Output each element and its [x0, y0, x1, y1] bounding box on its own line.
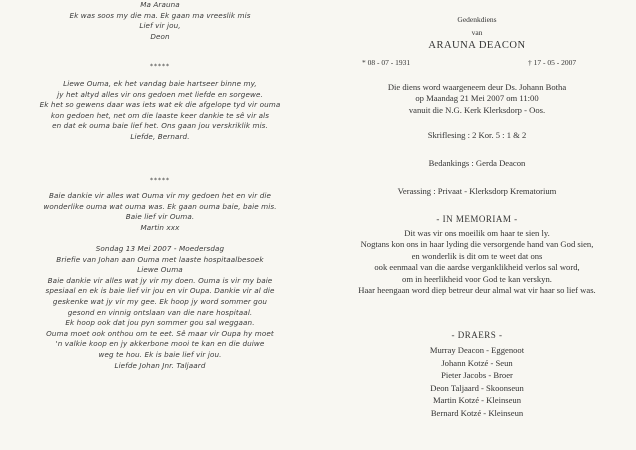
- deceased-name: ARAUNA DEACON: [428, 40, 526, 51]
- bearer-item: Pieter Jacobs - Broer: [441, 370, 513, 381]
- bearer-item: Deon Taljaard - Skoonseun: [430, 382, 524, 393]
- tribute-bernard: [10, 79, 310, 143]
- memoriam-line: om in heerlikheid voor God te kan verskyn.: [402, 273, 552, 284]
- memoriam-line: Nogtans kon ons in haar lyding die versorgende hand van God sien,: [360, 239, 594, 250]
- in-memoriam-text: [322, 228, 632, 296]
- tribute-line: Liewe Ouma, ek het vandag baie hartseer binne my,: [63, 79, 257, 88]
- tribute-line: Ek hoop ook dat jou pyn sommer gou sal weggaan.: [65, 318, 255, 328]
- service-info: [322, 82, 632, 116]
- tribute-line: Baie dankie vir alles wat Ouma vir my gedoen het en vir die: [48, 191, 271, 200]
- tribute-line: Baie lief vir Ouma.: [125, 212, 195, 222]
- tribute-line: gesond en vinnig ontslaan van die nare hospitaal.: [67, 307, 253, 317]
- scripture-reading: Skriflesing : 2 Kor. 5 : 1 & 2: [427, 130, 527, 140]
- tribute-line: kon gedoen het, net om die laaste keer dankie te sê vir als: [50, 110, 270, 120]
- heading-gedenkdiens: Gedenkdiens: [457, 15, 497, 24]
- tribute-line: geskenke wat jy vir my gee. Ek hoop jy word sommer gou: [52, 296, 268, 306]
- memoriam-line: en wonderlik is dit om te weet dat ons: [411, 250, 543, 261]
- bearer-item: Johann Kotzé - Seun: [441, 357, 513, 368]
- tribute-martin: [10, 191, 310, 233]
- tribute-line: Deon: [150, 31, 170, 41]
- service-line: Die diens word waargeneem deur Ds. Johann Botha: [387, 82, 567, 92]
- tribute-line: Ma Arauna: [140, 0, 180, 9]
- tribute-line: Ek was soos my die ma. Ek gaan ma vreeslik mis: [69, 10, 251, 20]
- tribute-line: weg te hou. Ek is baie lief vir jou.: [98, 349, 222, 359]
- service-line: vanuit die N.G. Kerk Klerksdorp - Oos.: [408, 104, 546, 115]
- cremation-info: Verassing : Privaat - Klerksdorp Krematorium: [397, 186, 557, 196]
- tribute-line: Liefde Johan Jnr. Taljaard: [114, 360, 206, 370]
- tribute-line: Ek het so gewens daar was iets wat ek die afgelope tyd vir ouma: [39, 100, 281, 110]
- memoriam-line: ook eenmaal van die aardse verganklikheid verlos sal word,: [374, 262, 580, 273]
- tribute-line: Sondag 13 Mei 2007 - Moedersdag: [95, 244, 225, 253]
- tribute-line: Ouma moet ook onthou om te eet. Sê maar vir Oupa hy moet: [46, 328, 274, 338]
- tribute-line: Liefde, Bernard.: [130, 131, 190, 141]
- service-line: op Maandag 21 Mei 2007 om 11:00: [415, 93, 539, 104]
- tribute-line: jy het altyd alles vir ons gedoen met liefde en sorgewe.: [57, 89, 263, 99]
- tribute-line: 'n valkie koop en jy akkerbone mooi te kan en die duiwe: [55, 339, 265, 349]
- acknowledgements: Bedankings : Gerda Deacon: [428, 158, 526, 168]
- death-date: † 17 - 05 - 2007: [528, 58, 577, 67]
- birth-date: * 08 - 07 - 1931: [362, 58, 411, 67]
- tribute-line: spesiaal en ek is baie lief vir jou en vir Oupa. Dankie vir al die: [45, 286, 275, 296]
- tribute-line: en dat ek ouma baie lief het. Ons gaan jou verskriklik mis.: [52, 121, 268, 131]
- tribute-line: Lief vir jou,: [139, 21, 181, 31]
- tribute-johan: [10, 244, 310, 371]
- tribute-deon: [10, 0, 310, 42]
- bearer-item: Bernard Kotzé - Kleinseun: [430, 407, 524, 418]
- tribute-line: Martin xxx: [140, 222, 180, 232]
- bearer-item: Murray Deacon - Eggenoot: [429, 345, 525, 355]
- tribute-line: wonderlike ouma wat ouma was. Ek gaan ouma baie, baie mis.: [43, 201, 277, 211]
- tribute-line: Baie dankie vir alles wat jy vir my doen. Ouma is vir my baie: [47, 275, 273, 285]
- tribute-line: Liewe Ouma: [137, 265, 183, 275]
- heading-van: van: [471, 28, 483, 37]
- bearers-list: [322, 344, 632, 420]
- bearer-item: Martin Kotzé - Kleinseun: [432, 395, 522, 406]
- memoriam-line: Dit was vir ons moeilik om haar te sien ly.: [404, 228, 550, 238]
- bearers-title: - DRAERS -: [451, 330, 503, 340]
- service-details-panel: [322, 0, 632, 450]
- separator-stars: *****: [150, 63, 170, 70]
- separator-stars: *****: [150, 177, 170, 184]
- in-memoriam-title: - IN MEMORIAM -: [436, 214, 518, 224]
- tribute-line: Briefie van Johan aan Ouma met laaste hospitaalbesoek: [56, 254, 264, 264]
- memoriam-line: Haar heengaan word diep betreur deur almal wat vir haar so lief was.: [358, 285, 596, 296]
- tributes-panel: [10, 0, 310, 450]
